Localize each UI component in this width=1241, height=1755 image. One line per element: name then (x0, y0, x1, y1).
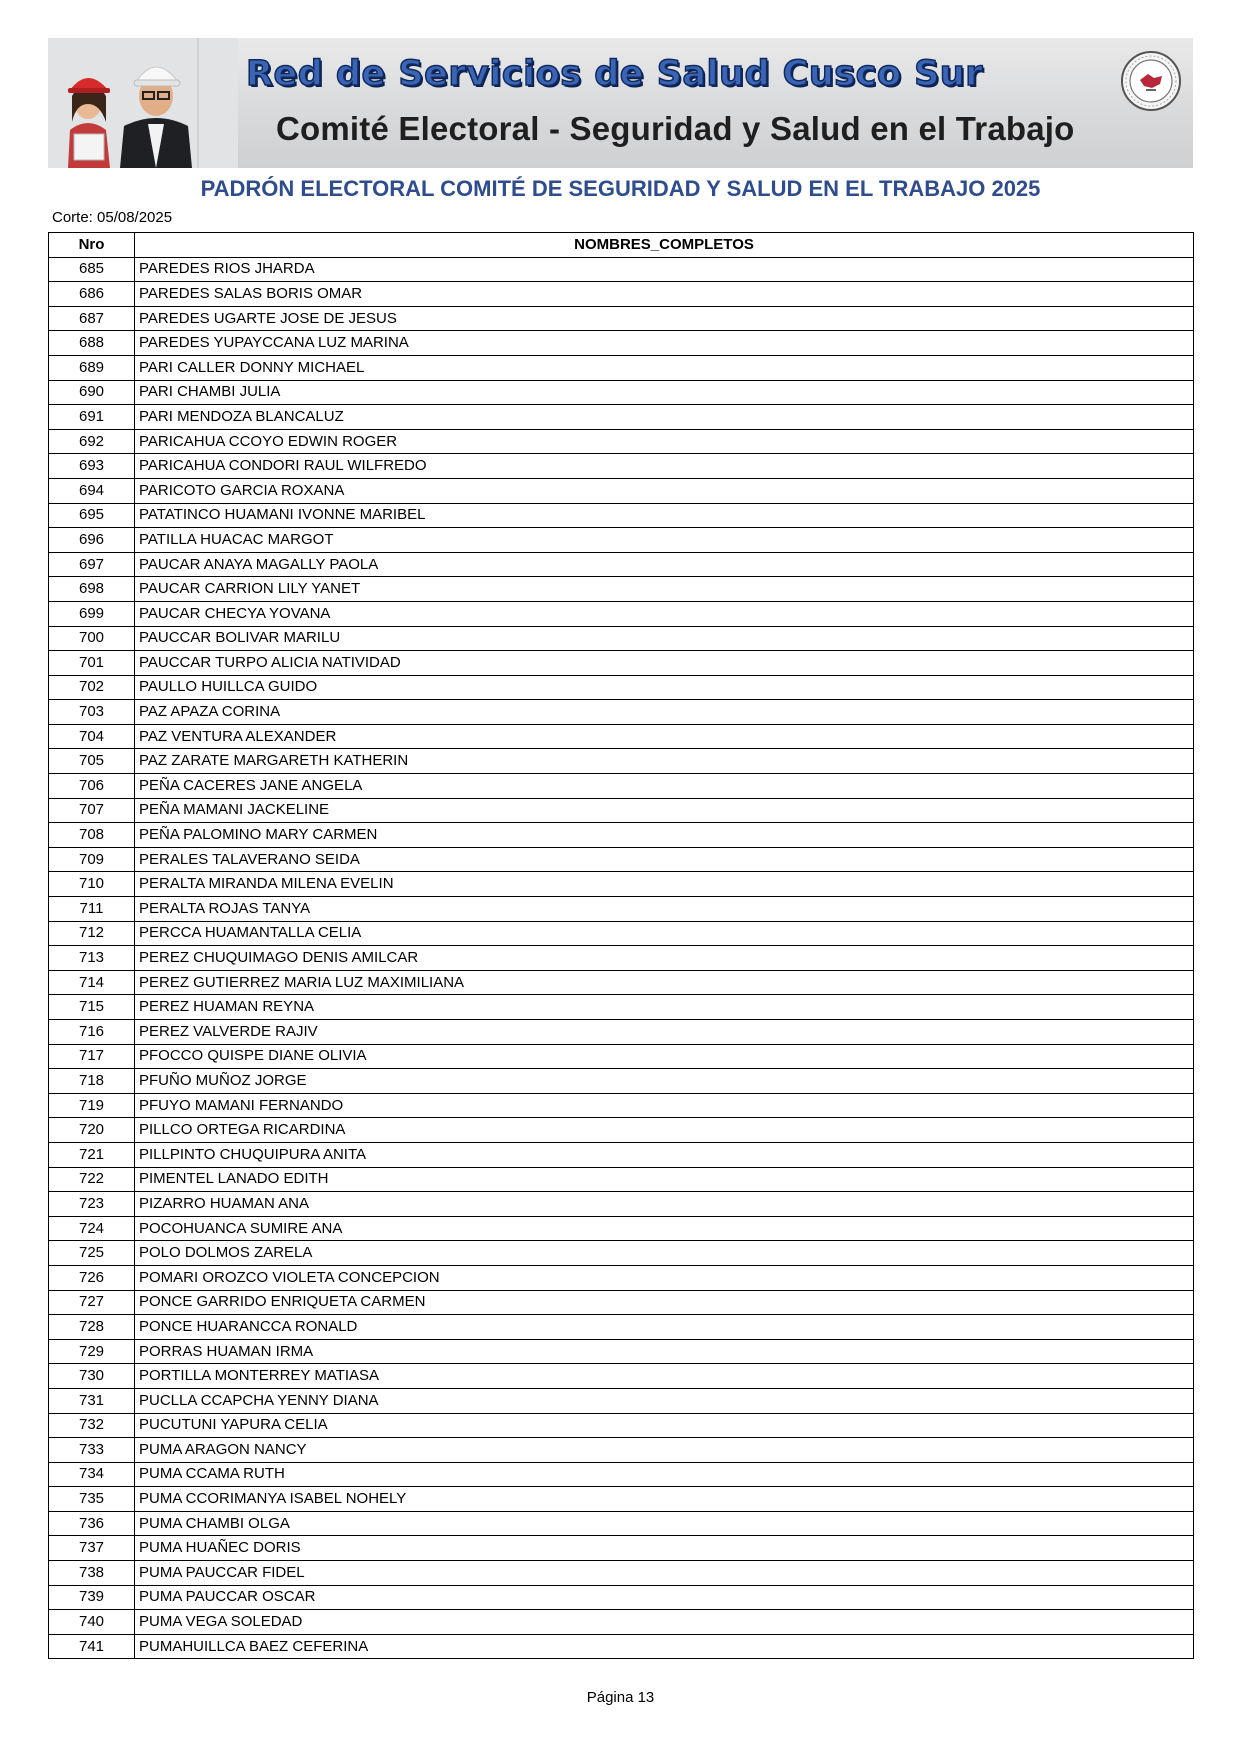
table-row (49, 626, 1194, 651)
table-row (49, 1265, 1194, 1290)
full-name: PAREDES RIOS JHARDA (135, 257, 1194, 282)
table-row (49, 872, 1194, 897)
table-row (49, 1315, 1194, 1340)
row-number: 690 (49, 380, 135, 405)
table-row (49, 331, 1194, 356)
table-row (49, 700, 1194, 725)
table-row (49, 503, 1194, 528)
full-name: PERCCA HUAMANTALLA CELIA (135, 921, 1194, 946)
row-number: 685 (49, 257, 135, 282)
table-row (49, 1388, 1194, 1413)
row-number: 711 (49, 897, 135, 922)
table-row (49, 1290, 1194, 1315)
institution-seal-icon (1120, 50, 1182, 112)
row-number: 739 (49, 1585, 135, 1610)
row-number: 704 (49, 724, 135, 749)
table-row (49, 1364, 1194, 1389)
full-name: PUMAHUILLCA BAEZ CEFERINA (135, 1634, 1194, 1659)
column-header-names: NOMBRES_COMPLETOS (135, 233, 1194, 258)
full-name: PAREDES UGARTE JOSE DE JESUS (135, 306, 1194, 331)
full-name: PAZ ZARATE MARGARETH KATHERIN (135, 749, 1194, 774)
table-row (49, 1462, 1194, 1487)
table-row (49, 1585, 1194, 1610)
full-name: PIZARRO HUAMAN ANA (135, 1192, 1194, 1217)
banner-subtitle: Comité Electoral - Seguridad y Salud en el Trabajo (276, 110, 1075, 147)
table-row (49, 380, 1194, 405)
row-number: 720 (49, 1118, 135, 1143)
table-row (49, 306, 1194, 331)
table-body (49, 257, 1194, 1659)
table-row (49, 1167, 1194, 1192)
row-number: 734 (49, 1462, 135, 1487)
full-name: PAUCAR CARRION LILY YANET (135, 577, 1194, 602)
table-row (49, 946, 1194, 971)
table-row (49, 651, 1194, 676)
row-number: 705 (49, 749, 135, 774)
full-name: PILLCO ORTEGA RICARDINA (135, 1118, 1194, 1143)
full-name: PUMA HUAÑEC DORIS (135, 1536, 1194, 1561)
row-number: 709 (49, 847, 135, 872)
full-name: PERALTA ROJAS TANYA (135, 897, 1194, 922)
row-number: 703 (49, 700, 135, 725)
row-number: 724 (49, 1216, 135, 1241)
full-name: PARI CALLER DONNY MICHAEL (135, 355, 1194, 380)
table-row (49, 1413, 1194, 1438)
table-row (49, 1142, 1194, 1167)
table-row (49, 823, 1194, 848)
table-row (49, 1339, 1194, 1364)
full-name: PUMA CCAMA RUTH (135, 1462, 1194, 1487)
full-name: PONCE GARRIDO ENRIQUETA CARMEN (135, 1290, 1194, 1315)
row-number: 726 (49, 1265, 135, 1290)
full-name: PARI MENDOZA BLANCALUZ (135, 405, 1194, 430)
full-name: PAUCAR CHECYA YOVANA (135, 601, 1194, 626)
full-name: PAREDES YUPAYCCANA LUZ MARINA (135, 331, 1194, 356)
row-number: 710 (49, 872, 135, 897)
full-name: PERALES TALAVERANO SEIDA (135, 847, 1194, 872)
full-name: PUMA CCORIMANYA ISABEL NOHELY (135, 1487, 1194, 1512)
row-number: 696 (49, 528, 135, 553)
table-row (49, 1118, 1194, 1143)
row-number: 701 (49, 651, 135, 676)
page-number: Página 13 (586, 1689, 655, 1706)
full-name: PAULLO HUILLCA GUIDO (135, 675, 1194, 700)
row-number: 700 (49, 626, 135, 651)
table-row (49, 405, 1194, 430)
full-name: PUCLLA CCAPCHA YENNY DIANA (135, 1388, 1194, 1413)
full-name: POMARI OROZCO VIOLETA CONCEPCION (135, 1265, 1194, 1290)
row-number: 731 (49, 1388, 135, 1413)
row-number: 740 (49, 1610, 135, 1635)
table-row (49, 1511, 1194, 1536)
full-name: PORTILLA MONTERREY MATIASA (135, 1364, 1194, 1389)
row-number: 714 (49, 970, 135, 995)
table-row (49, 1093, 1194, 1118)
table-row (49, 1216, 1194, 1241)
full-name: PILLPINTO CHUQUIPURA ANITA (135, 1142, 1194, 1167)
row-number: 708 (49, 823, 135, 848)
full-name: PIMENTEL LANADO EDITH (135, 1167, 1194, 1192)
full-name: PARICOTO GARCIA ROXANA (135, 478, 1194, 503)
row-number: 741 (49, 1634, 135, 1659)
full-name: PUMA PAUCCAR OSCAR (135, 1585, 1194, 1610)
row-number: 718 (49, 1069, 135, 1094)
table-row (49, 257, 1194, 282)
row-number: 702 (49, 675, 135, 700)
full-name: PUMA CHAMBI OLGA (135, 1511, 1194, 1536)
table-row (49, 897, 1194, 922)
table-row (49, 1634, 1194, 1659)
row-number: 738 (49, 1561, 135, 1586)
electoral-roster-table (48, 232, 1194, 1659)
full-name: PEREZ GUTIERREZ MARIA LUZ MAXIMILIANA (135, 970, 1194, 995)
row-number: 723 (49, 1192, 135, 1217)
table-row (49, 478, 1194, 503)
row-number: 712 (49, 921, 135, 946)
table-header-row (49, 233, 1194, 258)
row-number: 715 (49, 995, 135, 1020)
table-row (49, 282, 1194, 307)
row-number: 730 (49, 1364, 135, 1389)
full-name: PAZ APAZA CORINA (135, 700, 1194, 725)
full-name: PATATINCO HUAMANI IVONNE MARIBEL (135, 503, 1194, 528)
row-number: 699 (49, 601, 135, 626)
table-row (49, 1438, 1194, 1463)
full-name: PEREZ CHUQUIMAGO DENIS AMILCAR (135, 946, 1194, 971)
row-number: 689 (49, 355, 135, 380)
full-name: PARICAHUA CONDORI RAUL WILFREDO (135, 454, 1194, 479)
table-row (49, 1069, 1194, 1094)
full-name: PUMA VEGA SOLEDAD (135, 1610, 1194, 1635)
table-row (49, 1044, 1194, 1069)
row-number: 736 (49, 1511, 135, 1536)
row-number: 713 (49, 946, 135, 971)
full-name: PUMA PAUCCAR FIDEL (135, 1561, 1194, 1586)
column-header-nro: Nro (49, 233, 135, 258)
full-name: PATILLA HUACAC MARGOT (135, 528, 1194, 553)
row-number: 721 (49, 1142, 135, 1167)
row-number: 686 (49, 282, 135, 307)
full-name: PAREDES SALAS BORIS OMAR (135, 282, 1194, 307)
full-name: PARICAHUA CCOYO EDWIN ROGER (135, 429, 1194, 454)
full-name: PAUCAR ANAYA MAGALLY PAOLA (135, 552, 1194, 577)
table-row (49, 921, 1194, 946)
row-number: 728 (49, 1315, 135, 1340)
table-row (49, 1536, 1194, 1561)
full-name: PAZ VENTURA ALEXANDER (135, 724, 1194, 749)
table-row (49, 847, 1194, 872)
row-number: 697 (49, 552, 135, 577)
row-number: 694 (49, 478, 135, 503)
table-row (49, 1561, 1194, 1586)
row-number: 729 (49, 1339, 135, 1364)
table-row (49, 429, 1194, 454)
full-name: PEÑA PALOMINO MARY CARMEN (135, 823, 1194, 848)
row-number: 693 (49, 454, 135, 479)
row-number: 706 (49, 774, 135, 799)
table-row (49, 774, 1194, 799)
row-number: 733 (49, 1438, 135, 1463)
table-row (49, 675, 1194, 700)
full-name: PEÑA CACERES JANE ANGELA (135, 774, 1194, 799)
cut-date: Corte: 05/08/2025 (52, 209, 173, 226)
table-row (49, 528, 1194, 553)
row-number: 727 (49, 1290, 135, 1315)
table-row (49, 724, 1194, 749)
row-number: 707 (49, 798, 135, 823)
row-number: 698 (49, 577, 135, 602)
row-number: 737 (49, 1536, 135, 1561)
table-row (49, 798, 1194, 823)
full-name: PFOCCO QUISPE DIANE OLIVIA (135, 1044, 1194, 1069)
table-row (49, 749, 1194, 774)
full-name: PAUCCAR TURPO ALICIA NATIVIDAD (135, 651, 1194, 676)
full-name: PFUYO MAMANI FERNANDO (135, 1093, 1194, 1118)
table-row (49, 1610, 1194, 1635)
table-row (49, 552, 1194, 577)
table-row (49, 454, 1194, 479)
document-title: PADRÓN ELECTORAL COMITÉ DE SEGURIDAD Y SALUD EN EL TRABAJO 2025 (200, 176, 1041, 201)
table-row (49, 1487, 1194, 1512)
row-number: 732 (49, 1413, 135, 1438)
table-row (49, 1020, 1194, 1045)
full-name: PUCUTUNI YAPURA CELIA (135, 1413, 1194, 1438)
table-row (49, 995, 1194, 1020)
full-name: POCOHUANCA SUMIRE ANA (135, 1216, 1194, 1241)
full-name: PERALTA MIRANDA MILENA EVELIN (135, 872, 1194, 897)
row-number: 719 (49, 1093, 135, 1118)
row-number: 722 (49, 1167, 135, 1192)
full-name: PARI CHAMBI JULIA (135, 380, 1194, 405)
header-banner (48, 38, 1193, 168)
row-number: 688 (49, 331, 135, 356)
full-name: PEREZ HUAMAN REYNA (135, 995, 1194, 1020)
table-row (49, 601, 1194, 626)
row-number: 735 (49, 1487, 135, 1512)
table-row (49, 1241, 1194, 1266)
row-number: 695 (49, 503, 135, 528)
table-row (49, 970, 1194, 995)
full-name: PFUÑO MUÑOZ JORGE (135, 1069, 1194, 1094)
row-number: 687 (49, 306, 135, 331)
table-row (49, 577, 1194, 602)
row-number: 716 (49, 1020, 135, 1045)
full-name: POLO DOLMOS ZARELA (135, 1241, 1194, 1266)
banner-title: Red de Servicios de Salud Cusco Sur (246, 54, 983, 94)
row-number: 691 (49, 405, 135, 430)
full-name: PEÑA MAMANI JACKELINE (135, 798, 1194, 823)
full-name: PUMA ARAGON NANCY (135, 1438, 1194, 1463)
full-name: PORRAS HUAMAN IRMA (135, 1339, 1194, 1364)
full-name: PAUCCAR BOLIVAR MARILU (135, 626, 1194, 651)
row-number: 717 (49, 1044, 135, 1069)
full-name: PEREZ VALVERDE RAJIV (135, 1020, 1194, 1045)
table-row (49, 355, 1194, 380)
full-name: PONCE HUARANCCA RONALD (135, 1315, 1194, 1340)
row-number: 692 (49, 429, 135, 454)
table-row (49, 1192, 1194, 1217)
row-number: 725 (49, 1241, 135, 1266)
workers-illustration-icon (48, 38, 238, 168)
